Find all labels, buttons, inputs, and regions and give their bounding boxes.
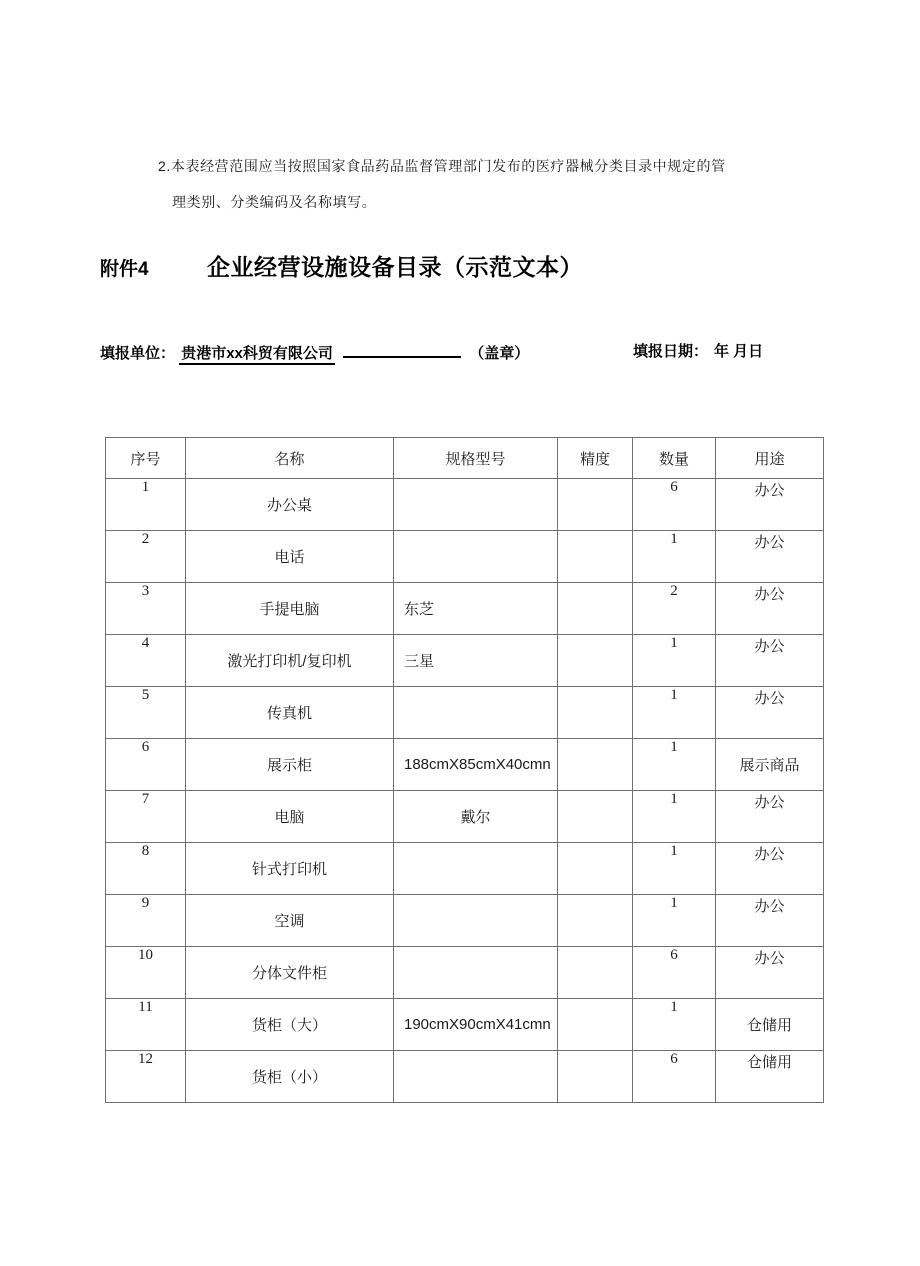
table-row xyxy=(106,635,824,687)
form-seal-label: （盖章） xyxy=(469,345,530,362)
table-row xyxy=(106,895,824,947)
cell-use: 办公 xyxy=(716,791,824,843)
cell-spec xyxy=(394,531,558,583)
cell-no: 4 xyxy=(106,635,186,687)
cell-no: 7 xyxy=(106,791,186,843)
form-date-label: 填报日期： xyxy=(633,343,709,360)
column-header-use: 用途 xyxy=(716,438,824,479)
cell-spec xyxy=(394,843,558,895)
cell-no: 3 xyxy=(106,583,186,635)
cell-no: 1 xyxy=(106,479,186,531)
table-row xyxy=(106,1051,824,1103)
cell-qty: 6 xyxy=(633,947,716,999)
form-blank-underline xyxy=(343,340,461,358)
cell-no: 11 xyxy=(106,999,186,1051)
cell-qty: 6 xyxy=(633,479,716,531)
table-row xyxy=(106,947,824,999)
cell-qty: 1 xyxy=(633,895,716,947)
form-header-line xyxy=(100,340,840,363)
cell-precision xyxy=(558,739,633,791)
cell-qty: 1 xyxy=(633,531,716,583)
cell-precision xyxy=(558,1051,633,1103)
cell-name: 货柜（小） xyxy=(186,1051,394,1103)
cell-name: 电话 xyxy=(186,531,394,583)
table-row xyxy=(106,531,824,583)
cell-name: 针式打印机 xyxy=(186,843,394,895)
cell-use: 办公 xyxy=(716,843,824,895)
cell-name: 激光打印机/复印机 xyxy=(186,635,394,687)
form-date-value: 年 月日 xyxy=(714,343,764,360)
cell-precision xyxy=(558,531,633,583)
table-row xyxy=(106,687,824,739)
cell-no: 9 xyxy=(106,895,186,947)
table-row xyxy=(106,791,824,843)
cell-no: 10 xyxy=(106,947,186,999)
cell-use: 办公 xyxy=(716,531,824,583)
cell-no: 6 xyxy=(106,739,186,791)
attachment-label: 附件4 xyxy=(100,259,149,280)
cell-use: 办公 xyxy=(716,583,824,635)
cell-qty: 1 xyxy=(633,999,716,1051)
column-header-name: 名称 xyxy=(186,438,394,479)
cell-spec xyxy=(394,1051,558,1103)
cell-use: 展示商品 xyxy=(716,739,824,791)
equipment-table xyxy=(105,437,824,1103)
cell-precision xyxy=(558,843,633,895)
cell-name: 电脑 xyxy=(186,791,394,843)
cell-qty: 1 xyxy=(633,687,716,739)
form-unit-label: 填报单位： xyxy=(100,345,176,362)
cell-qty: 6 xyxy=(633,1051,716,1103)
note-line-1: 2.本表经营范围应当按照国家食品药品监督管理部门发布的医疗器械分类目录中规定的管 xyxy=(158,158,726,174)
cell-name: 分体文件柜 xyxy=(186,947,394,999)
form-unit-value: 贵港市xx科贸有限公司 xyxy=(179,345,335,365)
cell-precision xyxy=(558,687,633,739)
table-row xyxy=(106,583,824,635)
table-header-row xyxy=(106,438,824,479)
column-header-qty: 数量 xyxy=(633,438,716,479)
cell-qty: 1 xyxy=(633,739,716,791)
cell-use: 仓储用 xyxy=(716,1051,824,1103)
cell-spec: 东芝 xyxy=(394,583,558,635)
cell-precision xyxy=(558,791,633,843)
cell-spec xyxy=(394,479,558,531)
cell-name: 货柜（大） xyxy=(186,999,394,1051)
cell-qty: 1 xyxy=(633,843,716,895)
cell-no: 12 xyxy=(106,1051,186,1103)
cell-precision xyxy=(558,947,633,999)
column-header-no: 序号 xyxy=(106,438,186,479)
cell-spec: 三星 xyxy=(394,635,558,687)
cell-qty: 1 xyxy=(633,791,716,843)
cell-spec: 190cmX90cmX41cmn xyxy=(394,999,558,1051)
cell-precision xyxy=(558,999,633,1051)
cell-use: 仓储用 xyxy=(716,999,824,1051)
cell-use: 办公 xyxy=(716,947,824,999)
cell-spec xyxy=(394,895,558,947)
cell-use: 办公 xyxy=(716,479,824,531)
cell-precision xyxy=(558,635,633,687)
table-row xyxy=(106,999,824,1051)
cell-use: 办公 xyxy=(716,687,824,739)
cell-no: 5 xyxy=(106,687,186,739)
column-header-precision: 精度 xyxy=(558,438,633,479)
cell-name: 传真机 xyxy=(186,687,394,739)
cell-precision xyxy=(558,895,633,947)
cell-name: 办公桌 xyxy=(186,479,394,531)
note-line-2: 理类别、分类编码及名称填写。 xyxy=(172,194,377,210)
cell-precision xyxy=(558,479,633,531)
cell-qty: 1 xyxy=(633,635,716,687)
page-title: 企业经营设施设备目录（示范文本） xyxy=(207,254,583,280)
cell-no: 2 xyxy=(106,531,186,583)
cell-spec xyxy=(394,947,558,999)
cell-spec xyxy=(394,687,558,739)
cell-use: 办公 xyxy=(716,895,824,947)
cell-precision xyxy=(558,583,633,635)
cell-spec: 戴尔 xyxy=(394,791,558,843)
cell-name: 手提电脑 xyxy=(186,583,394,635)
cell-name: 展示柜 xyxy=(186,739,394,791)
cell-name: 空调 xyxy=(186,895,394,947)
cell-spec: 188cmX85cmX40cmn xyxy=(394,739,558,791)
cell-qty: 2 xyxy=(633,583,716,635)
cell-use: 办公 xyxy=(716,635,824,687)
table-row xyxy=(106,479,824,531)
cell-no: 8 xyxy=(106,843,186,895)
table-row xyxy=(106,739,824,791)
table-row xyxy=(106,843,824,895)
column-header-spec: 规格型号 xyxy=(394,438,558,479)
